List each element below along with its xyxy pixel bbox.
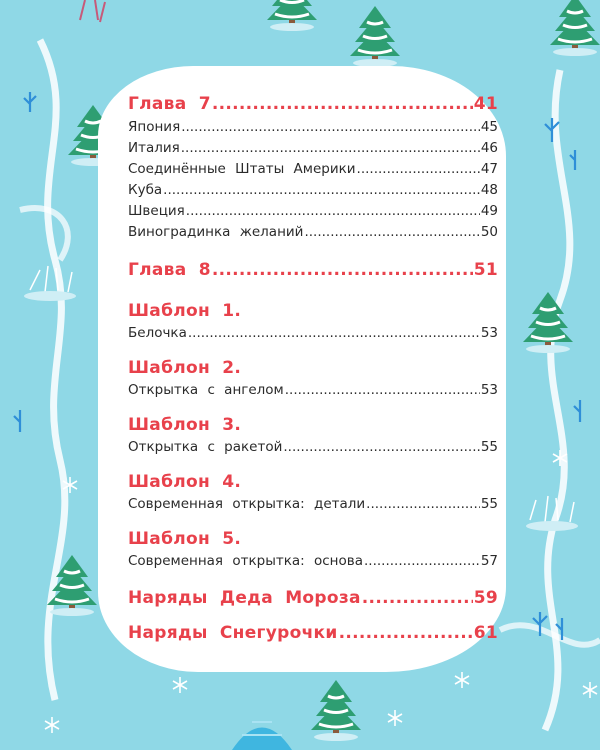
toc-page-number: 61 [473,623,498,643]
toc-label: Современная открытка: основа [128,553,363,569]
toc-leader-dots [181,140,480,156]
toc-leader-dots [186,203,480,219]
template-heading: Шаблон 4. [128,472,242,492]
template-heading: Шаблон 1. [128,301,242,321]
tree-icon [550,0,600,56]
toc-page-number: 57 [480,553,498,569]
toc-leader-dots [283,439,479,455]
toc-entry[interactable] [128,553,498,573]
toc-page-number: 53 [480,382,498,398]
toc-leader-dots [163,182,480,198]
toc-page-number: 41 [473,94,498,114]
toc-entry[interactable] [128,382,498,402]
toc-label: Наряды Деда Мороза [128,588,361,608]
toc-entry[interactable] [128,224,498,245]
toc-page-number: 47 [480,161,498,177]
toc-page-number: 45 [480,119,498,135]
snowflake-icon [583,682,597,698]
toc-page-number: 50 [480,224,498,240]
toc-leader-dots [364,553,480,569]
toc-leader-dots [304,224,479,240]
snowflake-icon [45,717,59,733]
toc-chapter-8[interactable] [128,260,498,284]
toc-leader-dots [285,382,480,398]
toc-leader-dots [339,623,473,643]
tree-icon [350,6,400,67]
template-heading: Шаблон 2. [128,358,242,378]
toc-entry[interactable] [128,496,498,516]
toc-leader-dots [212,94,473,114]
toc-label: Соединённые Штаты Америки [128,161,356,177]
snowflake-icon [388,710,402,726]
toc-leader-dots [357,161,480,177]
toc-label: Глава 8 [128,260,211,280]
toc-page-number: 48 [480,182,498,198]
toc-label: Наряды Снегурочки [128,623,338,643]
snowflake-icon [173,677,187,693]
toc-page-number: 55 [480,496,498,512]
toc-entry[interactable] [128,119,498,140]
toc-label: Глава 7 [128,94,211,114]
toc-leader-dots [362,588,473,608]
tree-icon [267,0,317,31]
toc-page-number: 53 [480,325,498,341]
toc-label: Современная открытка: детали [128,496,366,512]
table-of-contents [128,94,498,647]
snowflake-icon [455,672,469,688]
toc-page-number: 55 [480,439,498,455]
toc-page-number: 51 [473,260,498,280]
toc-label: Виноградинка желаний [128,224,304,240]
toc-page-number: 49 [480,203,498,219]
toc-page-number: 59 [473,588,498,608]
toc-entry[interactable] [128,161,498,182]
toc-entry[interactable] [128,203,498,224]
toc-entry[interactable] [128,140,498,161]
tree-icon [523,292,573,353]
toc-label: Открытка с ракетой [128,439,283,455]
toc-page-number: 46 [480,140,498,156]
toc-snegurochka[interactable] [128,623,498,647]
toc-chapter-7[interactable] [128,94,498,119]
template-heading: Шаблон 3. [128,415,242,435]
toc-label: Куба [128,182,163,198]
toc-entry[interactable] [128,325,498,345]
toc-leader-dots [366,496,480,512]
toc-ded-moroz[interactable] [128,588,498,612]
template-heading: Шаблон 5. [128,529,242,549]
toc-entry[interactable] [128,182,498,203]
toc-label: Япония [128,119,181,135]
toc-label: Открытка с ангелом [128,382,284,398]
toc-leader-dots [181,119,480,135]
igloo-icon [232,728,292,750]
toc-label: Швеция [128,203,185,219]
toc-leader-dots [188,325,480,341]
tree-icon [311,680,361,741]
toc-leader-dots [212,260,473,280]
toc-label: Белочка [128,325,187,341]
toc-label: Италия [128,140,180,156]
toc-entry[interactable] [128,439,498,459]
